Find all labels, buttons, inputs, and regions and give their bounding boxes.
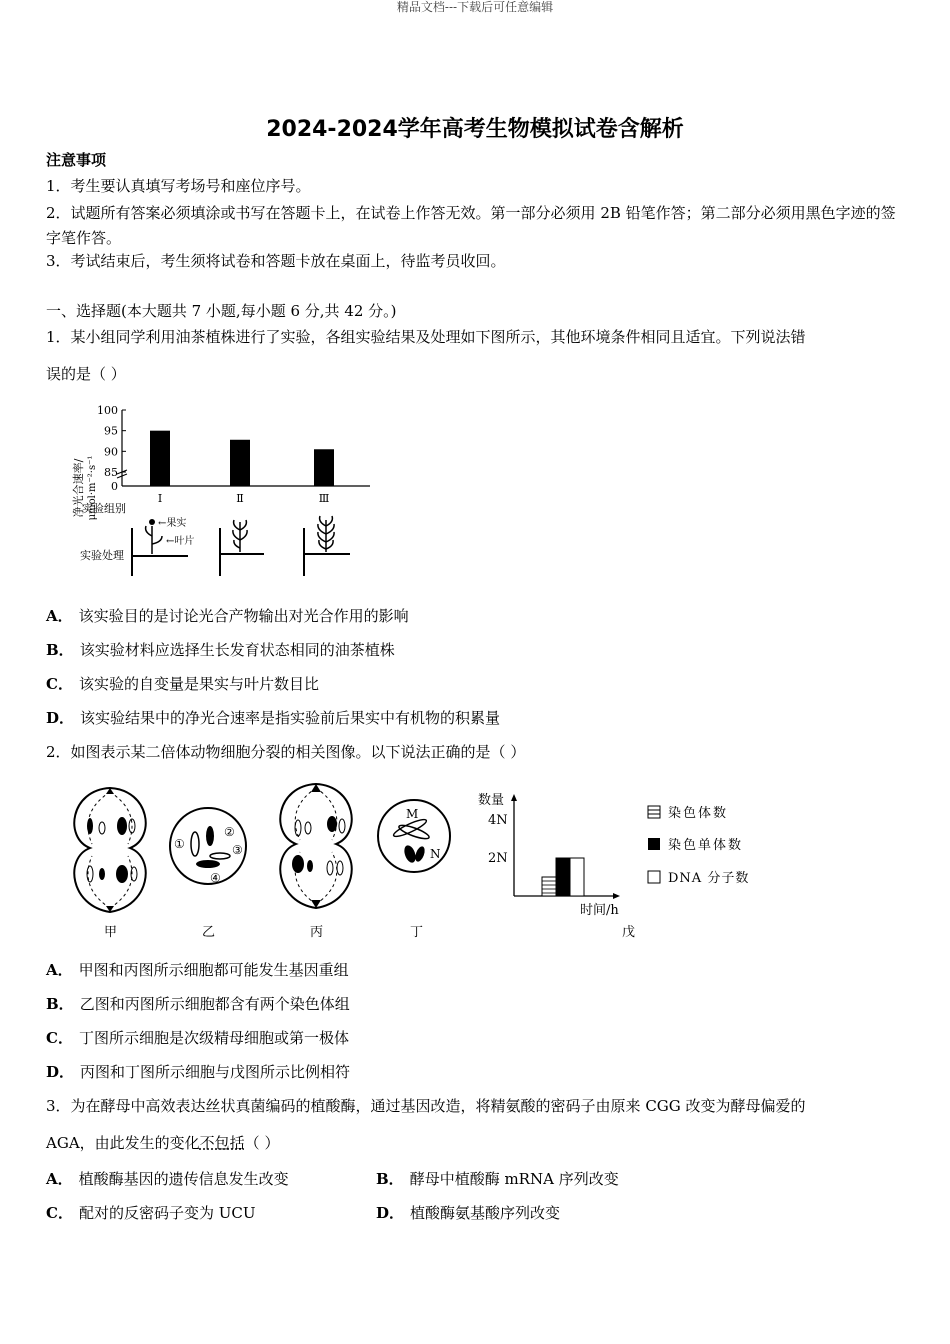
legend-dna: DNA 分子数 <box>668 871 750 886</box>
q2-option-c[interactable] <box>46 1028 349 1048</box>
graph-ylabel: 数量 <box>478 793 505 808</box>
cell-label-wu: 戊 <box>622 925 636 940</box>
chromosomes-bing <box>292 784 345 908</box>
graph-ytick-4n: 4N <box>488 813 508 828</box>
option-key: D． <box>376 1204 405 1222</box>
legend-chromosome: 染色体数 <box>668 806 729 821</box>
option-text: 甲图和丙图所示细胞都可能发生基因重组 <box>78 961 349 979</box>
legend-swatch-dna <box>648 871 660 883</box>
cell-label-yi: 乙 <box>202 925 216 940</box>
paper-title: 2024-2024学年高考生物模拟试卷含解析 <box>266 117 684 142</box>
option-key: C． <box>46 675 73 693</box>
option-text: 酵母中植酸酶 mRNA 序列改变 <box>409 1170 619 1188</box>
legend-swatch-chromosome <box>648 806 660 818</box>
q1-category-label: Ⅱ <box>236 492 244 505</box>
q1-stem-2: 误的是（ ） <box>46 365 126 383</box>
option-key: A． <box>46 607 73 625</box>
graph-ytick-2n: 2N <box>488 851 508 866</box>
option-key: A． <box>46 1170 73 1188</box>
option-text: 乙图和丙图所示细胞都含有两个染色体组 <box>79 995 350 1013</box>
ding-label-m: M <box>406 807 419 821</box>
q1-row-treat: 实验处理 <box>80 549 124 562</box>
q2-option-d[interactable] <box>46 1062 350 1082</box>
yi-label-2: ② <box>224 825 235 839</box>
bar-dna <box>570 858 584 896</box>
q1-ytick-label: 0 <box>111 480 118 493</box>
q1-ytick-label: 85 <box>104 466 118 479</box>
cell-jia <box>74 788 145 912</box>
q1-figure <box>70 398 390 583</box>
graph-y-arrow <box>511 794 517 801</box>
q1-option-c[interactable] <box>46 674 319 694</box>
q3-stem-1: 3．为在酵母中高效表达丝状真菌编码的植酸酶，通过基因改造，将精氨酸的密码子由原来 CGG 改变为酵母偏爱的 <box>46 1097 806 1115</box>
ding-label-n: N <box>430 847 441 861</box>
q3-stem-2 <box>46 1133 279 1153</box>
notice-item-2: 2．试题所有答案必须填涂或书写在答题卡上，在试卷上作答无效。第一部分必须用 2B 铅笔作答；第二部分必须用黑色字迹的签字笔作答。 <box>46 204 896 247</box>
graph-xlabel: 时间/h <box>580 903 619 918</box>
q3-option-c[interactable] <box>46 1203 255 1223</box>
q3-stem-post: （ ） <box>244 1134 280 1152</box>
q3-option-d[interactable] <box>376 1203 560 1223</box>
option-key: C． <box>46 1204 73 1222</box>
plant-treatment-2 <box>220 520 264 576</box>
chromosomes-jia <box>87 788 137 912</box>
option-key: A． <box>46 961 73 979</box>
q1-option-d[interactable] <box>46 708 500 728</box>
notice-heading: 注意事项 <box>46 151 107 169</box>
option-text: 植酸酶基因的遗传信息发生改变 <box>78 1170 289 1188</box>
option-text: 丙图和丁图所示细胞与戊图所示比例相符 <box>80 1063 351 1081</box>
q1-ytick-label: 90 <box>104 445 118 459</box>
notice-item-3: 3．考试结束后，考生须将试卷和答题卡放在桌面上，待监考员收回。 <box>46 252 506 270</box>
fruit-icon <box>149 519 155 525</box>
q1-ylabel-1: 净光合速率/ <box>72 458 85 518</box>
q1-row-group: 实验组别 <box>82 502 126 515</box>
option-text: 丁图所示细胞是次级精母细胞或第一极体 <box>78 1029 349 1047</box>
q1-bar <box>314 449 334 486</box>
legend-chromatid: 染色单体数 <box>668 838 744 853</box>
q1-bar <box>230 440 250 486</box>
cell-label-jia: 甲 <box>104 925 118 940</box>
option-key: D． <box>46 709 75 727</box>
q2-option-b[interactable] <box>46 994 350 1014</box>
page-header: 精品文档---下载后可任意编辑 <box>396 0 554 14</box>
plant-treatment-1 <box>132 526 188 576</box>
cell-label-ding: 丁 <box>410 925 424 940</box>
q2-option-a[interactable] <box>46 960 349 980</box>
q3-stem-pre: AGA，由此发生的变化 <box>46 1134 200 1152</box>
q1-ytick-label: 95 <box>104 424 118 438</box>
option-key: B． <box>46 995 74 1013</box>
yi-label-4: ④ <box>210 871 221 885</box>
q2-stem: 2．如图表示某二倍体动物细胞分裂的相关图像。以下说法正确的是（ ） <box>46 743 526 761</box>
option-text: 该实验的自变量是果实与叶片数目比 <box>78 675 319 693</box>
q3-option-b[interactable] <box>376 1169 619 1189</box>
q1-option-a[interactable] <box>46 606 409 626</box>
option-text: 植酸酶氨基酸序列改变 <box>410 1204 561 1222</box>
q1-option-b[interactable] <box>46 640 395 660</box>
legend-swatch-chromatid <box>648 838 660 850</box>
cell-label-bing: 丙 <box>310 925 324 940</box>
q1-ylabel-2: μmol·m⁻²·s⁻¹ <box>87 455 98 521</box>
notice-item-1: 1．考生要认真填写考场号和座位序号。 <box>46 177 311 195</box>
option-key: D． <box>46 1063 75 1081</box>
bar-chromatid <box>556 858 570 896</box>
graph-x-arrow <box>613 893 620 899</box>
q1-bar <box>150 431 170 486</box>
yi-label-1: ① <box>174 837 185 851</box>
option-text: 配对的反密码子变为 UCU <box>78 1204 256 1222</box>
q3-option-a[interactable] <box>46 1169 289 1189</box>
option-key: B． <box>46 641 74 659</box>
option-text: 该实验目的是讨论光合产物输出对光合作用的影响 <box>78 607 409 625</box>
q1-category-label: Ⅲ <box>318 492 330 505</box>
option-text: 该实验材料应选择生长发育状态相同的油茶植株 <box>79 641 395 659</box>
yi-label-3: ③ <box>232 843 243 857</box>
section-heading: 一、选择题(本大题共 7 小题,每小题 6 分,共 42 分。) <box>46 302 397 320</box>
q1-ytick-label: 100 <box>97 404 118 417</box>
q2-figure <box>60 778 780 944</box>
q1-category-label: Ⅰ <box>157 492 163 505</box>
leaf-label: ←叶片 <box>166 536 195 547</box>
option-text: 该实验结果中的净光合速率是指实验前后果实中有机物的积累量 <box>80 709 501 727</box>
q3-stem-emphasis: 不包括 <box>199 1134 245 1152</box>
q1-stem-1: 1．某小组同学利用油茶植株进行了实验，各组实验结果及处理如下图所示，其他环境条件相同且适宜。下列说法错 <box>46 328 806 346</box>
option-key: C． <box>46 1029 73 1047</box>
option-key: B． <box>376 1170 404 1188</box>
fruit-label: ←果实 <box>158 518 187 529</box>
cell-bing <box>280 784 351 908</box>
plant-treatment-3 <box>304 516 350 576</box>
